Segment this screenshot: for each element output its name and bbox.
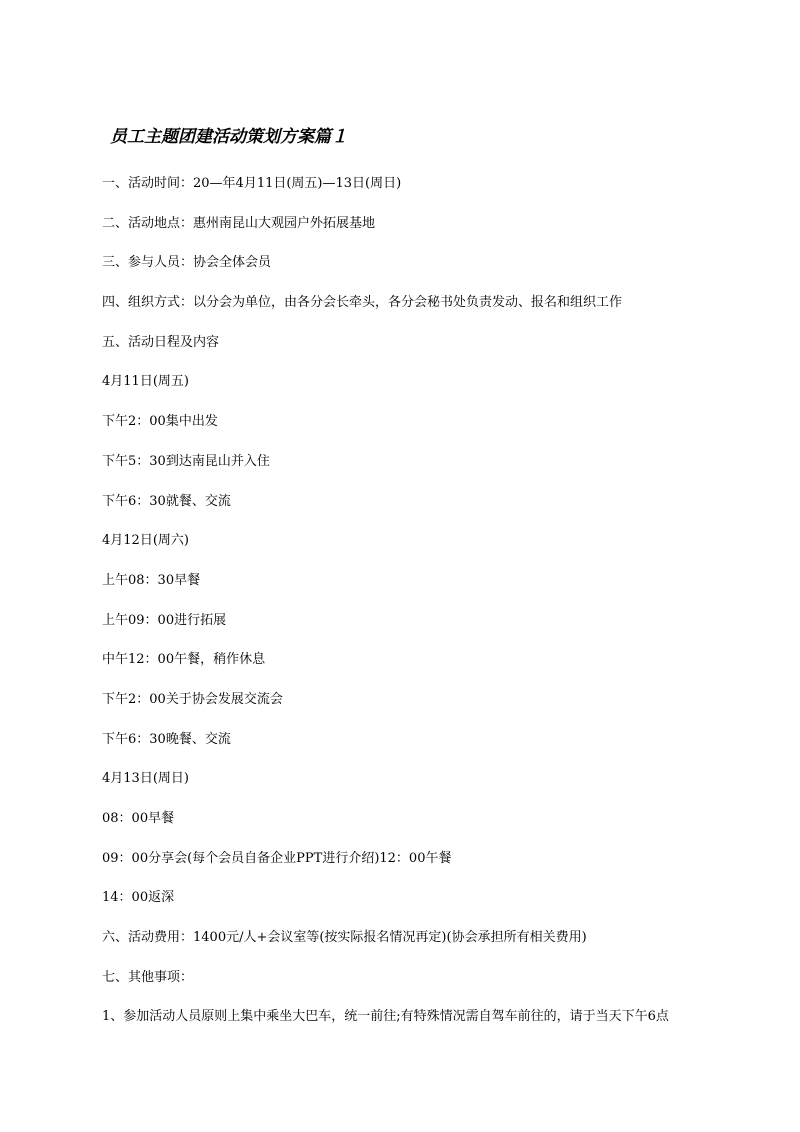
document-title: 员工主题团建活动策划方案篇１: [110, 127, 348, 147]
paragraph-line: 08：00早餐: [102, 811, 175, 826]
document-body: [102, 172, 742, 1045]
paragraph-line: 三、参与人员：协会全体会员: [102, 255, 272, 271]
paragraph-line: 上午08：30早餐: [102, 572, 201, 588]
paragraph-line: 4月11日(周五): [102, 374, 189, 390]
paragraph-line: 4月13日(周日): [102, 771, 189, 787]
paragraph-line: 下午5：30到达南昆山并入住: [102, 453, 270, 469]
paragraph-line: 二、活动地点：惠州南昆山大观园户外拓展基地: [102, 215, 376, 231]
paragraph-line: 中午12：00午餐，稍作休息: [102, 652, 266, 668]
paragraph-line: 1、参加活动人员原则上集中乘坐大巴车，统一前往;有特殊情况需自驾车前往的，请于当天下午6点: [102, 1009, 669, 1025]
paragraph-line: 上午09：00进行拓展: [102, 612, 227, 628]
paragraph-line: 下午6：30晚餐、交流: [102, 731, 231, 747]
paragraph-line: 4月12日(周六): [102, 533, 189, 549]
paragraph-line: 四、组织方式：以分会为单位，由各分会长牵头，各分会秘书处负责发动、报名和组织工作: [102, 295, 623, 311]
paragraph-line: 14：00返深: [102, 890, 175, 906]
paragraph-line: 一、活动时间：20—年4月11日(周五)—13日(周日): [102, 176, 402, 191]
paragraph-line: 下午2：00集中出发: [102, 414, 218, 430]
paragraph-line: 五、活动日程及内容: [102, 334, 220, 350]
paragraph-line: 六、活动费用：1400元/人+会议室等(按实际报名情况再定)(协会承担所有相关费用): [102, 930, 587, 946]
paragraph-line: 下午2：00关于协会发展交流会: [102, 691, 283, 707]
paragraph-line: 09：00分享会(每个会员自备企业PPT进行介绍)12：00午餐: [102, 850, 452, 866]
paragraph-line: 下午6：30就餐、交流: [102, 493, 231, 509]
paragraph-line: 七、其他事项：: [102, 969, 194, 985]
